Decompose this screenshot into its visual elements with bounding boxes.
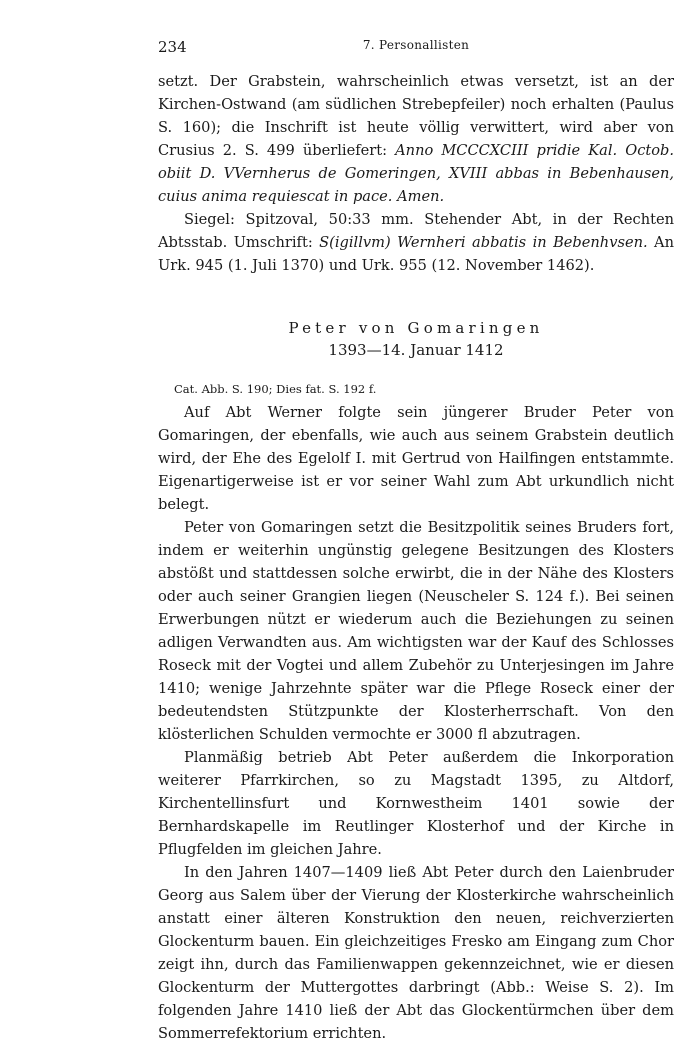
paragraph-nachfolge: Auf Abt Werner folgte sein jüngerer Bruder Peter von Gomaringen, der ebenfalls, wie auch aus seinem Grabstein deutlich wird, der Ehe des Egelolf I. mit Gertrud von Hailfingen entstammte. Eigenartigerweise ist er vor seiner Wahl zum Abt urkundlich nicht belegt. <box>158 404 674 513</box>
body-text <box>158 70 674 1045</box>
section-dates: 1393—14. Januar 1412 <box>328 341 504 359</box>
paragraph-inkorporation: Planmäßig betrieb Abt Peter außerdem die Inkorporation weiterer Pfarrkirchen, so zu Magstadt 1395, zu Altdorf, Kirchentellinsfurt und Kornwestheim 1401 sowie der Bernhardskapelle im Reutlinger Klosterhof und der Kirche in Pflugfelden im gleichen Jahre. <box>158 749 674 858</box>
seal-legend: S(igillvm) Wernheri abbatis in Bebenhvsen. <box>319 234 648 251</box>
section-name: Peter von Gomaringen <box>288 319 544 337</box>
siegel-text: Siegel: Spitzoval, 50:33 mm. Stehender Abt, in der Rechten Abtsstab. Umschrift: <box>158 211 674 251</box>
paragraph-siegel <box>158 208 674 277</box>
grabstein-text: setzt. Der Grabstein, wahrscheinlich etwas versetzt, ist an der Kirchen-Ostwand (am südlichen Strebepfeiler) noch erhalten (Paulus S. 160); die Inschrift ist heute völlig verwittert, wird aber von Crusius 2. S. 499 überliefert: <box>158 73 674 159</box>
paragraph-glockenturm: In den Jahren 1407—1409 ließ Abt Peter durch den Laienbruder Georg aus Salem über der Vierung der Klosterkirche wahrscheinlich anstatt einer älteren Konstruktion den neuen, reichverzierten Glockenturm bauen. Ein gleichzeitiges Fresko am Eingang zum Chor zeigt ihn, durch das Familienwappen gekennzeichnet, wie er diesen Glockenturm der Muttergottes darbringt (Abb.: Weise S. 2). Im folgenden Jahre 1410 ließ der Abt das Glockentürmchen über dem Sommerrefektorium errichten. <box>158 864 674 1042</box>
section-heading <box>158 317 674 361</box>
siegel-references: An Urk. 945 (1. Juli 1370) und Urk. 955 (12. November 1462). <box>158 234 674 274</box>
source-references: Cat. Abb. S. 190; Dies fat. S. 192 f. <box>174 382 377 396</box>
paragraph-grabstein <box>158 70 674 208</box>
page-header <box>158 38 674 58</box>
paragraph-besitzpolitik: Peter von Gomaringen setzt die Besitzpolitik seines Bruders fort, indem er weiterhin ungünstig gelegene Besitzungen des Klosters abstößt und stattdessen solche erwirbt, die in der Nähe des Klosters oder auch seiner Grangien liegen (Neuscheler S. 124 f.). Bei seinen Erwerbungen nützt er wiederum auch die Beziehungen zu seinen adligen Verwandten aus. Am wichtigsten war der Kauf des Schlosses Roseck mit der Vogtei und allem Zubehör zu Unterjesingen im Jahre 1410; wenige Jahrzehnte später war die Pflege Roseck einer der bedeutendsten Stützpunkte der Klosterherrschaft. Von den klösterlichen Schulden vermochte er 3000 fl abzutragen. <box>158 519 674 743</box>
page-number: 234 <box>158 38 187 56</box>
running-title: 7. Personallisten <box>362 38 470 52</box>
inscription-text: Anno MCCCXCIII pridie Kal. Octob. obiit D. VVernherus de Gomeringen, XVIII abbas in Bebenhausen, cuius anima requiescat in pace. Amen. <box>158 142 675 205</box>
